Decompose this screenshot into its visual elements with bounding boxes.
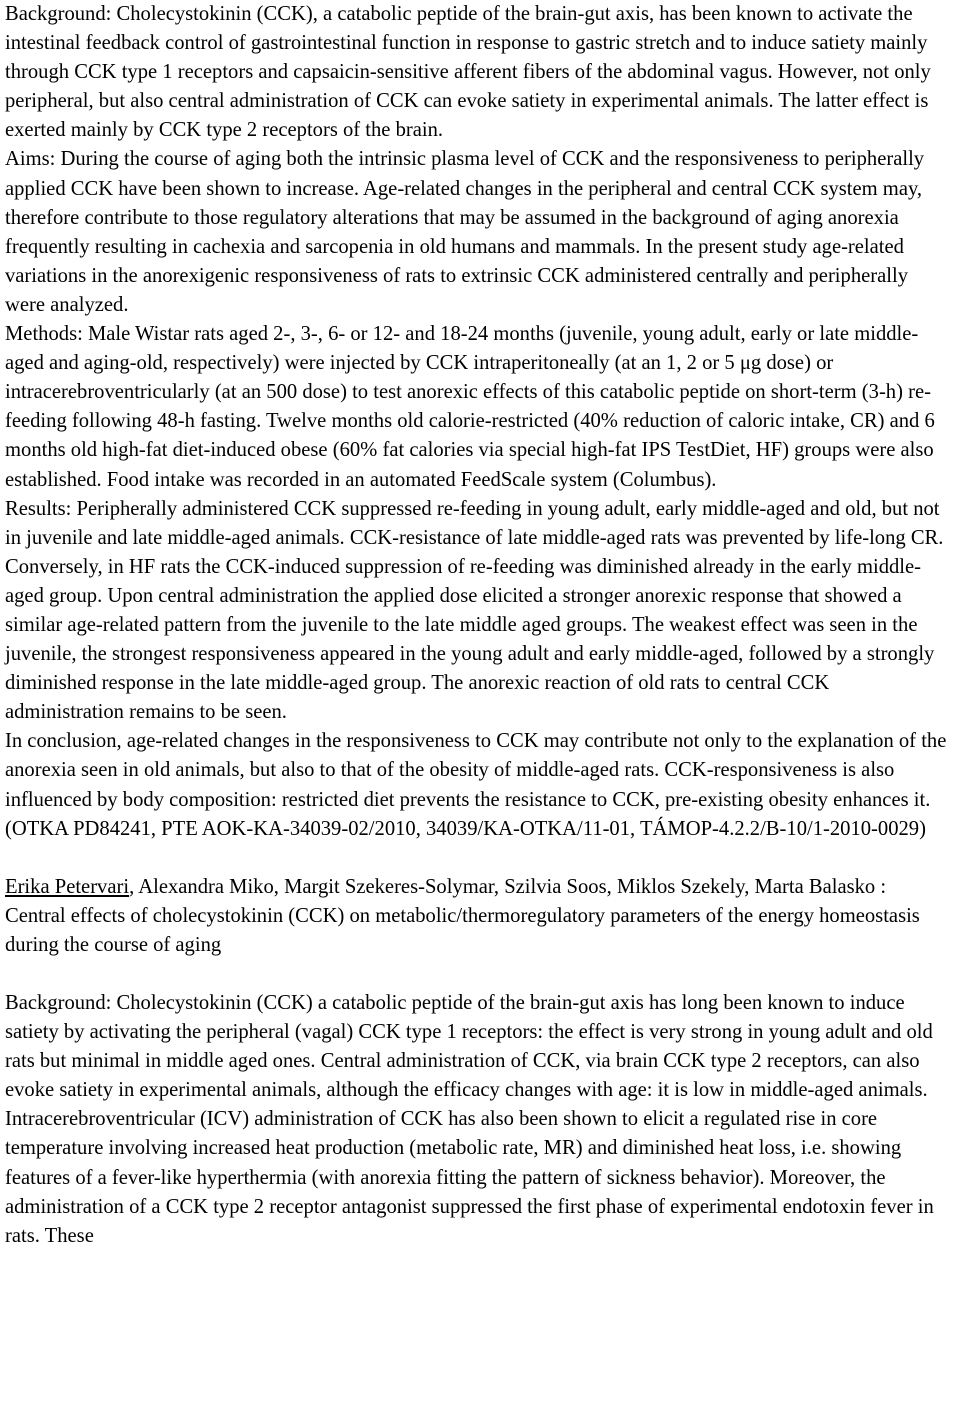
abstract1-methods: Methods: Male Wistar rats aged 2-, 3-, 6- or 12- and 18-24 months (juvenile, young adult, early or late middle-aged and aging-old, respectively) were injected by CCK intraperitoneally (at an 1, 2 or 5 μg dose) or intracerebroventricularly (at an 500 dose) to test anorexic effects of this catabolic peptide on short-term (3-h) re-feeding following 48-h fasting. Twelve months old calorie-restricted (40% reduction of caloric intake, CR) and 6 months old high-fat diet-induced obese (60% fat calories via special high-fat IPS TestDiet, HF) groups were also established. Food intake was recorded in an automated FeedScale system (Columbus).: [5, 323, 935, 491]
abstract1-background: Background: Cholecystokinin (CCK), a catabolic peptide of the brain-gut axis, has been known to activate the intestinal feedback control of gastrointestinal function in response to gastric stretch and to induce satiety mainly through CCK type 1 receptors and capsaicin-sensitive afferent fibers of the abdominal vagus. However, not only peripheral, but also central administration of CCK can evoke satiety in experimental animals. The latter effect is exerted mainly by CCK type 2 receptors of the brain.: [5, 3, 931, 142]
section-spacer: [5, 844, 950, 873]
presenting-author: Erika Petervari: [5, 875, 130, 898]
abstract2-background: Background: Cholecystokinin (CCK) a catabolic peptide of the brain-gut axis has long been known to induce satiety by activating the peripheral (vagal) CCK type 1 receptors: the effect is very strong in young adult and old rats but minimal in middle aged ones. Central administration of CCK, via brain CCK type 2 receptors, can also evoke satiety in experimental animals, although the efficacy changes with age: it is low in middle-aged animals. Intracerebroventricular (ICV) administration of CCK has also been shown to elicit a regulated rise in core temperature involving increased heat production (metabolic rate, MR) and diminished heat loss, i.e. showing features of a fever-like hyperthermia (with anorexia fitting the pattern of sickness behavior). Moreover, the administration of a CCK type 2 receptor antagonist suppressed the first phase of experimental endotoxin fever in rats. These: [5, 992, 934, 1247]
abstract1-aims: Aims: During the course of aging both the intrinsic plasma level of CCK and the responsiveness to peripherally applied CCK have been shown to increase. Age-related changes in the peripheral and central CCK system may, therefore contribute to those regulatory alterations that may be assumed in the background of aging anorexia frequently resulting in cachexia and sarcopenia in old humans and mammals. In the present study age-related variations in the anorexigenic responsiveness of rats to extrinsic CCK administered centrally and peripherally were analyzed.: [5, 148, 925, 316]
section-spacer-2: [5, 960, 950, 989]
abstract1-conclusion: In conclusion, age-related changes in the responsiveness to CCK may contribute not only to the explanation of the anorexia seen in old animals, but also to that of the obesity of middle-aged rats. CCK-responsiveness is also influenced by body composition: restricted diet prevents the resistance to CCK, pre-existing obesity enhances it. (OTKA PD84241, PTE AOK-KA-34039-02/2010, 34039/KA-OTKA/11-01, TÁMOP-4.2.2/B-10/1-2010-0029): [5, 730, 947, 840]
coauthors-and-title: , Alexandra Miko, Margit Szekeres-Solymar, Szilvia Soos, Miklos Szekely, Marta Balasko : Central effects of cholecystokinin (CCK) on metabolic/thermoregulatory parameters of the energy homeostasis during the course of aging: [5, 875, 920, 956]
abstract1-results: Results: Peripherally administered CCK suppressed re-feeding in young adult, early middle-aged and old, but not in juvenile and late middle-aged animals. CCK-resistance of late middle-aged rats was prevented by life-long CR. Conversely, in HF rats the CCK-induced suppression of re-feeding was diminished already in the early middle-aged group. Upon central administration the applied dose elicited a stronger anorexic response that showed a similar age-related pattern from the juvenile to the late middle aged groups. The weakest effect was seen in the juvenile, the strongest responsiveness appeared in the young adult and early middle-aged, followed by a strongly diminished response in the late middle-aged group. The anorexic reaction of old rats to central CCK administration remains to be seen.: [5, 497, 944, 724]
abstract2-byline: [5, 873, 950, 960]
document-page: [5, 0, 950, 1251]
